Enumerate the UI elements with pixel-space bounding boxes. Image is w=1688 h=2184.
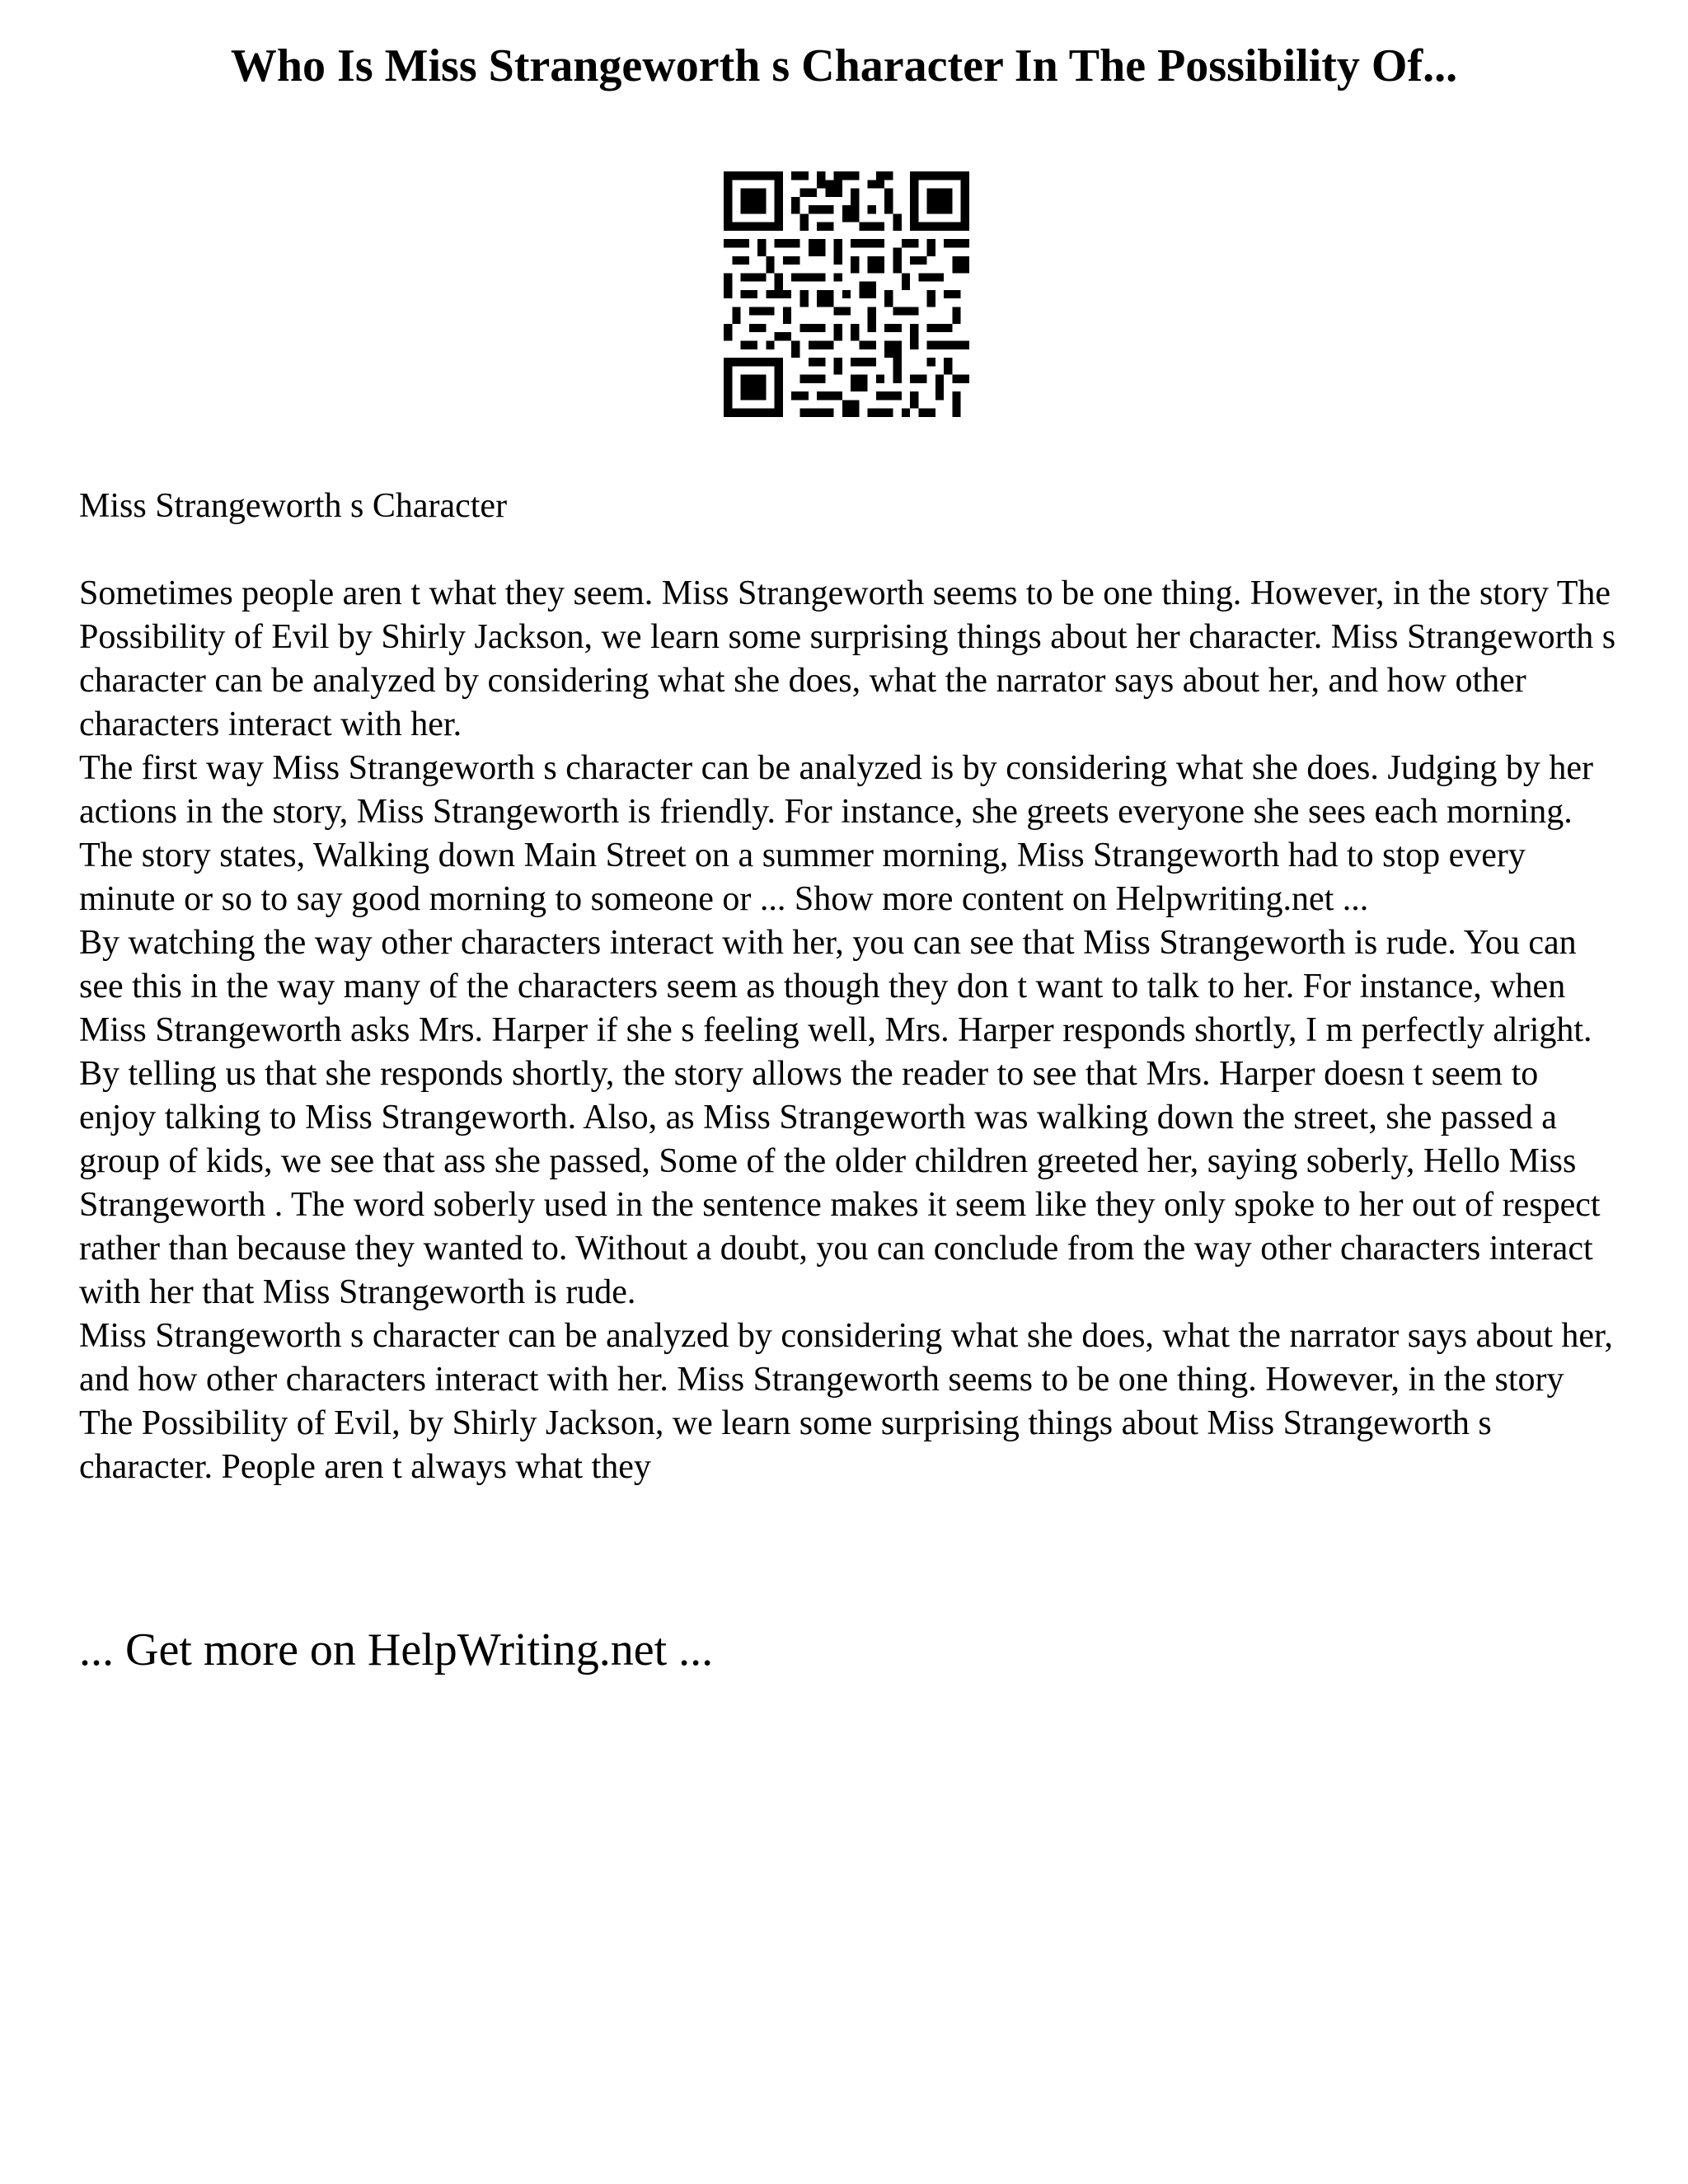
paragraph: Miss Strangeworth s character can be analyzed by considering what she does, what the narrator says about her, and how other characters interact with her. Miss Strangeworth seems to be one thing. However, in the story The Possibility of Evil, by Shirly Jackson, we learn some surprising things about Miss Strangeworth s character. People aren t always what they	[79, 1317, 1613, 1486]
paragraph: Sometimes people aren t what they seem. Miss Strangeworth seems to be one thing. However, in the story The Possibility of Evil by Shirly Jackson, we learn some surprising things about her character. Miss Strangeworth s character can be analyzed by considering what she does, what the narrator says about her, and how other characters interact with her.	[79, 574, 1616, 743]
get-more-link[interactable]: ... Get more on HelpWriting.net ...	[79, 1624, 714, 1675]
qr-code-icon	[724, 171, 969, 417]
paragraph: By watching the way other characters interact with her, you can see that Miss Strangeworth is rude. You can see this in the way many of the characters seem as though they don t want to talk to her. For instance, when Miss Strangeworth asks Mrs. Harper if she s feeling well, Mrs. Harper responds shortly, I m perfectly alright. By telling us that she responds shortly, the story allows the reader to see that Mrs. Harper doesn t seem to enjoy talking to Miss Strangeworth. Also, as Miss Strangeworth was walking down the street, she passed a group of kids, we see that ass she passed, Some of the older children greeted her, saying soberly, Hello Miss Strangeworth . The word soberly used in the sentence makes it seem like they only spoke to her out of respect rather than because they wanted to. Without a doubt, you can conclude from the way other characters interact with her that Miss Strangeworth is rude.	[79, 924, 1601, 1311]
section-heading: Miss Strangeworth s Character	[79, 487, 508, 525]
document-body	[79, 485, 1620, 1489]
paragraph: The first way Miss Strangeworth s character can be analyzed is by considering what she does. Judging by her actions in the story, Miss Strangeworth is friendly. For instance, she greets everyone she sees each morning. The story states, Walking down Main Street on a summer morning, Miss Strangeworth had to stop every minute or so to say good morning to someone or ... Show more content on Helpwriting.net ...	[79, 749, 1593, 918]
page-title: Who Is Miss Strangeworth s Character In The Possibility Of...	[230, 40, 1458, 91]
